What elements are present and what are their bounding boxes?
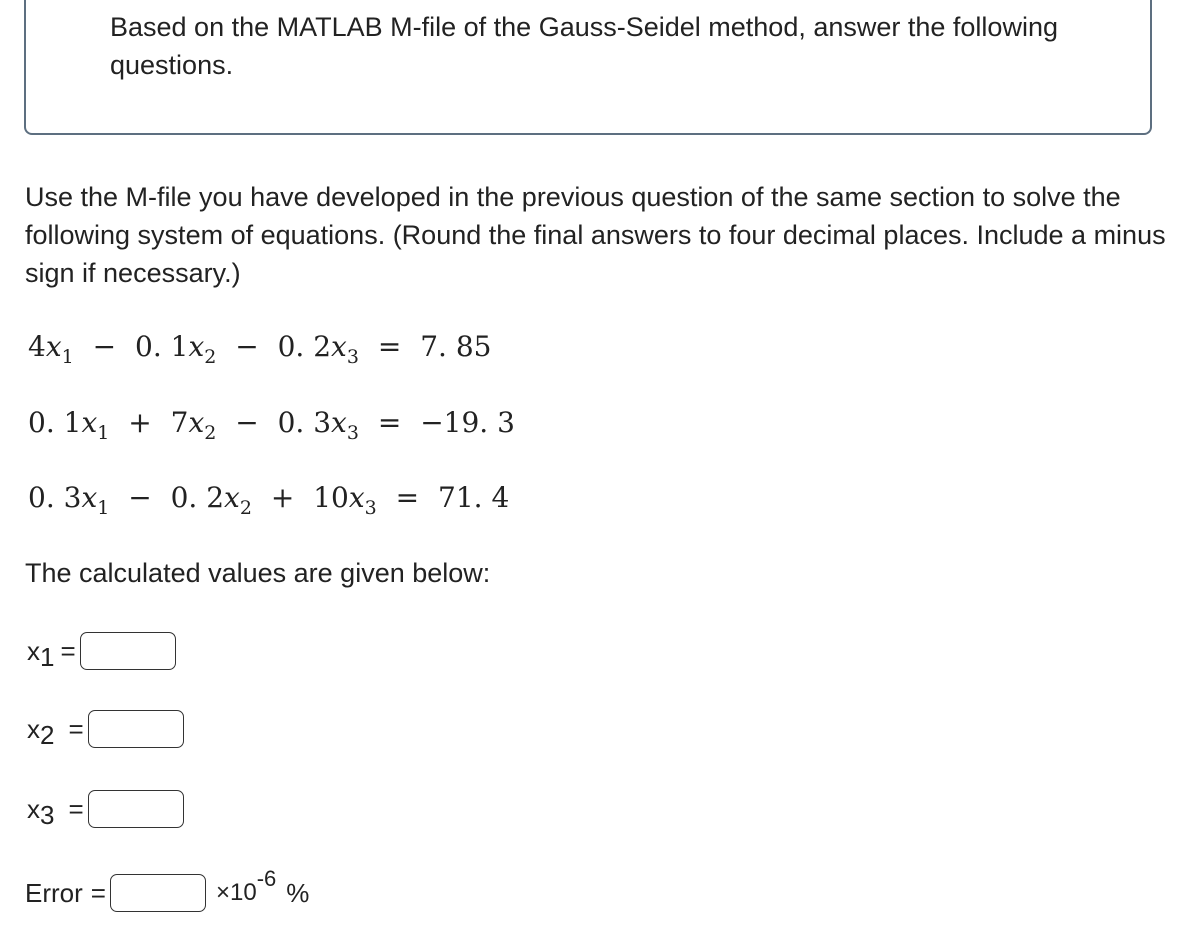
answer-row-x1 [27,632,176,670]
equation-2 [28,406,515,444]
x3-sub: 3 [40,799,55,830]
x2-label [27,713,55,750]
eq1-sub-3: 3 [346,346,359,368]
eq3-var-x: x [224,481,240,514]
x2-var: x [27,713,40,744]
eq3-sub-1: 1 [97,497,110,519]
eq3-sub-2: 2 [239,497,252,519]
error-input[interactable] [110,874,206,912]
eq2-var-x: x [188,406,205,439]
answer-row-x3 [27,790,184,828]
eq3-var-x: x [348,481,365,514]
answer-row-x2 [27,710,184,748]
eq1-var-x: x [331,330,347,363]
eq3-term2-coef: 0. 2 [170,481,225,514]
instructions-text: Use the M-file you have developed in the previous question of the same section to solve the following system of equations. (Round the final answers to four decimal places. Include a minus sign if necessary.) [25,182,1166,288]
eq3-sub-3: 3 [364,497,377,519]
eq1-term3-coef: 0. 2 [277,330,332,363]
eq1-term1-coef: 4 [28,330,46,363]
x1-equals: = [60,635,76,666]
error-label: Error [25,877,83,908]
eq2-sub-2: 2 [204,422,217,444]
intro-text: Based on the MATLAB M-file of the Gauss-Seidel method, answer the following questions. [110,12,1058,80]
x1-var: x [27,635,40,666]
error-exponent: -6 [256,866,277,891]
x2-input[interactable] [88,710,184,748]
eq2-rhs: −19. 3 [420,406,515,439]
x1-sub: 1 [40,641,55,672]
eq3-term3-coef: 10 [313,481,349,514]
eq1-rhs: 7. 85 [420,330,492,363]
error-multiplier-base: ×10 [215,879,257,906]
eq1-sub-2: 2 [204,346,217,368]
x3-var: x [27,793,40,824]
eq2-var-x: x [81,406,98,439]
x3-equals: = [68,793,84,824]
eq3-var-x: x [81,481,98,514]
eq3-equals: = [395,481,420,514]
x3-label [27,793,55,830]
eq2-sub-3: 3 [346,422,359,444]
error-equals: = [90,877,106,908]
eq2-term3-coef: 0. 3 [277,406,332,439]
x2-sub: 2 [40,719,55,750]
eq3-op-1: − [128,481,152,514]
eq1-term2-coef: 0. 1 [135,330,189,363]
eq2-sub-1: 1 [97,422,110,444]
eq2-op-2: − [235,406,259,439]
calculated-values-label: The calculated values are given below: [25,558,491,588]
x2-equals: = [68,713,84,744]
eq1-op-2: − [235,330,259,363]
error-multiplier [215,866,277,907]
x3-input[interactable] [88,790,184,828]
eq3-rhs: 71. 4 [438,481,510,514]
eq3-term1-coef: 0. 3 [28,481,82,514]
equation-3 [28,481,510,519]
eq2-term2-coef: 7 [170,406,189,439]
eq2-op-1: + [128,406,152,439]
eq1-op-1: − [92,330,117,363]
eq2-term1-coef: 0. 1 [28,406,82,439]
x1-input[interactable] [80,632,176,670]
x1-label [27,635,55,672]
equation-1 [28,330,492,368]
eq1-equals: = [377,330,402,363]
eq2-var-x: x [331,406,347,439]
eq3-op-2: + [270,481,295,514]
eq1-var-x: x [188,330,205,363]
eq2-equals: = [377,406,402,439]
error-unit: % [286,877,310,908]
eq1-sub-1: 1 [61,346,74,368]
eq1-var-x: x [45,330,62,363]
answer-row-error [25,866,310,912]
